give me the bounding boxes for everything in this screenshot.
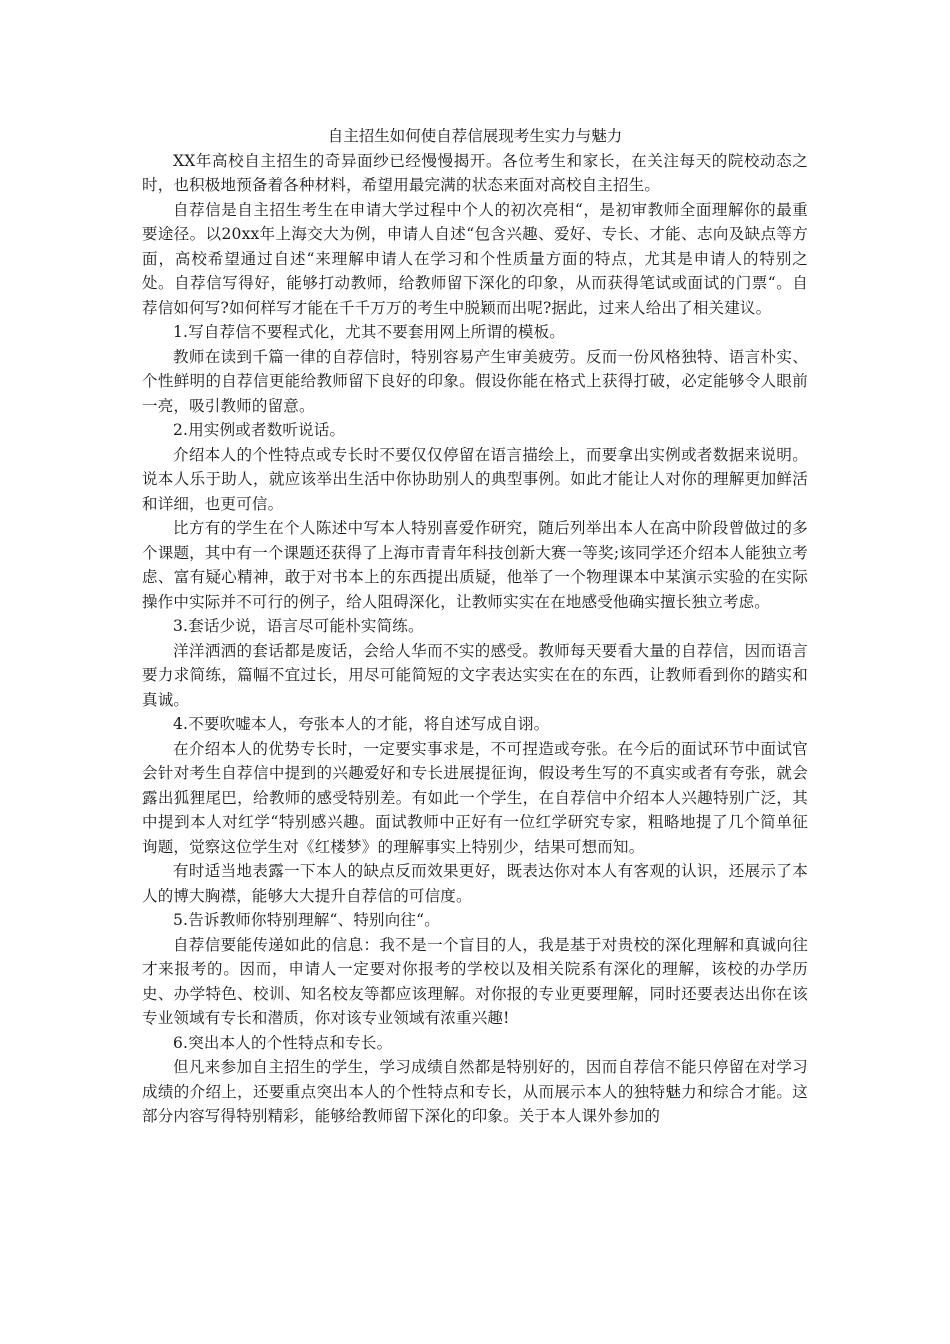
paragraph: 有时适当地表露一下本人的缺点反而效果更好，既表达你对本人有客观的认识，还展示了本人的博大胸襟，能够大大提升自荐信的可信度。 (142, 862, 808, 905)
paragraph: 在介绍本人的优势专长时，一定要实事求是，不可捏造或夸张。在今后的面试环节中面试官会针对考生自荐信中提到的兴趣爱好和专长进展提征询，假设考生写的不真实或者有夸张，就会露出狐狸尾巴，给教师的感受特别差。有如此一个学生，在自荐信中介绍本人兴趣特别广泛，其中提到本人对红学“特别感兴趣。面试教师中正好有一位红学研究专家，粗略地提了几个简单征询题，觉察这位学生对《红楼梦》的理解事实上特别少，结果可想而知。 (142, 739, 808, 856)
tip-heading-2: 2.用实例或者数听说话。 (173, 421, 346, 439)
tip-heading-4: 4.不要吹嘘本人，夸张本人的才能，将自述写成自诩。 (173, 715, 550, 733)
document-page (142, 124, 808, 1129)
paragraph: 介绍本人的个性特点或专长时不要仅仅停留在语言描绘上，而要拿出实例或者数据来说明。说本人乐于助人，就应该举出生活中你协助别人的典型事例。如此才能让人对你的理解更加鲜活和详细，也更可信。 (142, 445, 808, 513)
paragraph: 自荐信要能传递如此的信息：我不是一个盲目的人，我是基于对贵校的深化理解和真诚向往才来报考的。因而，申请人一定要对你报考的学校以及相关院系有深化的理解，该校的办学历史、办学特色、校训、知名校友等都应该理解。对你报的专业更要理解，同时还要表达出你在该专业领域有专长和潜质，你对该专业领域有浓重兴趣! (142, 935, 808, 1027)
paragraph: 洋洋洒洒的套话都是废话，会给人华而不实的感受。教师每天要看大量的自荐信，因而语言要力求简练，篇幅不宜过长，用尽可能简短的文字表达实实在在的东西，让教师看到你的踏实和真诚。 (142, 641, 808, 709)
paragraph-intro: XX年高校自主招生的奇异面纱已经慢慢揭开。各位考生和家长，在关注每天的院校动态之时，也积极地预备着各种材料，希望用最完满的状态来面对高校自主招生。 (142, 151, 808, 194)
paragraph-self-recommendation: 自荐信是自主招生考生在申请大学过程中个人的初次亮相“，是初审教师全面理解你的最重要途径。以20xx年上海交大为例，申请人自述“包含兴趣、爱好、专长、才能、志向及缺点等方面，高校希望通过自述“来理解申请人在学习和个性质量方面的特点，尤其是申请人的特别之处。自荐信写得好，能够打动教师，给教师留下深化的印象，从而获得笔试或面试的门票“。自荐信如何写?如何样写才能在千千万万的考生中脱颖而出呢?据此，过来人给出了相关建议。 (142, 200, 808, 317)
tip-heading-6: 6.突出本人的个性特点和专长。 (173, 1033, 393, 1052)
document-title: 自主招生如何使自荐信展现考生实力与魅力 (327, 127, 623, 145)
tip-heading-5: 5.告诉教师你特别理解“、特别向往“。 (173, 911, 440, 929)
tip-heading-3: 3.套话少说，语言尽可能朴实简练。 (173, 617, 424, 635)
paragraph: 但凡来参加自主招生的学生，学习成绩自然都是特别好的，因而自荐信不能只停留在对学习成绩的介绍上，还要重点突出本人的个性特点和专长，从而展示本人的独特魅力和综合才能。这部分内容写得特别精彩，能够给教师留下深化的印象。关于本人课外参加的 (142, 1058, 808, 1125)
paragraph: 比方有的学生在个人陈述中写本人特别喜爱作研究，随后列举出本人在高中阶段曾做过的多个课题，其中有一个课题还获得了上海市青青年科技创新大赛一等奖;该同学还介绍本人能独立考虑、富有疑心精神，敢于对书本上的东西提出质疑，他举了一个物理课本中某演示实验的在实际操作中实际并不可行的例子，给人阻碍深化，让教师实实在在地感受他确实擅长独立考虑。 (142, 519, 808, 611)
tip-heading-1: 1.写自荐信不要程式化，尤其不要套用网上所谓的模板。 (173, 323, 565, 341)
paragraph: 教师在读到千篇一律的自荐信时，特别容易产生审美疲劳。反而一份风格独特、语言朴实、个性鲜明的自荐信更能给教师留下良好的印象。假设你能在格式上获得打破，必定能够令人眼前一亮，吸引教师的留意。 (142, 347, 808, 415)
